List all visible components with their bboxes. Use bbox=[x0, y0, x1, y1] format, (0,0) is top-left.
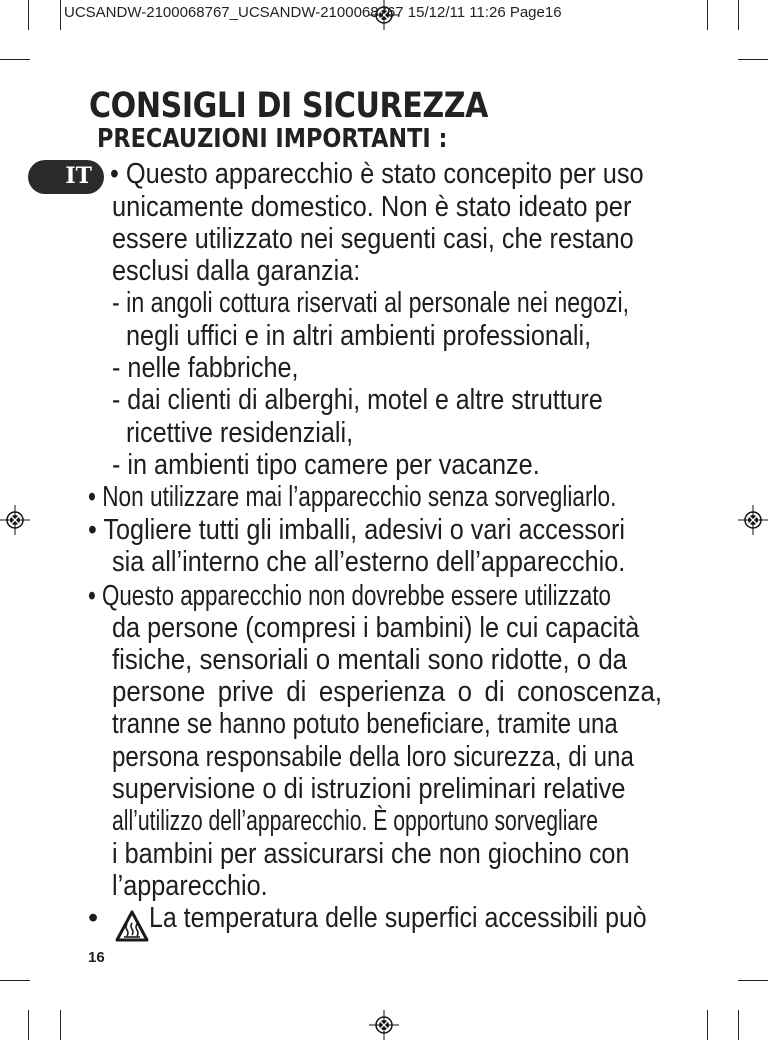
body-line: - in ambienti tipo camere per vacanze. bbox=[112, 449, 540, 481]
body-line: - in angoli cottura riservati al personale nei negozi, bbox=[112, 287, 630, 319]
body-line: da persone (compresi i bambini) le cui capacità bbox=[112, 612, 640, 644]
body-line: tranne se hanno potuto beneficiare, tramite una bbox=[112, 708, 618, 740]
crop-mark bbox=[707, 0, 708, 30]
crop-mark bbox=[0, 59, 30, 60]
body-line: fisiche, sensoriali o mentali sono ridotte, o da bbox=[112, 644, 628, 676]
crop-mark bbox=[60, 1010, 61, 1040]
body-line: all’utilizzo dell’apparecchio. È opportuno sorvegliare bbox=[112, 805, 599, 837]
crop-mark bbox=[738, 0, 739, 30]
body-line: ricettive residenziali, bbox=[126, 417, 354, 449]
page-number: 16 bbox=[88, 949, 105, 966]
crop-mark bbox=[0, 980, 30, 981]
section-subtitle: PRECAUZIONI IMPORTANTI : bbox=[97, 124, 448, 154]
body-line: • Questo apparecchio non dovrebbe essere utilizzato bbox=[88, 580, 611, 612]
body-line: • Togliere tutti gli imballi, adesivi o vari accessori bbox=[88, 514, 626, 546]
registration-mark-icon bbox=[369, 1010, 399, 1040]
body-line: i bambini per assicurarsi che non giochino con bbox=[112, 838, 630, 870]
body-line: essere utilizzato nei seguenti casi, che restano bbox=[112, 223, 634, 255]
body-line: persone prive di esperienza o di conoscenza, bbox=[112, 676, 662, 708]
body-line: • Non utilizzare mai l’apparecchio senza sorvegliarlo. bbox=[88, 481, 617, 513]
body-line: • bbox=[88, 902, 99, 934]
body-line: l’apparecchio. bbox=[112, 870, 268, 902]
body-line: persona responsabile della loro sicurezza, di una bbox=[112, 741, 634, 773]
body-line: esclusi dalla garanzia: bbox=[112, 255, 361, 287]
crop-mark bbox=[28, 0, 29, 30]
print-slug-header: UCSANDW-2100068767_UCSANDW-2100068767 15/12/11 11:26 Page16 bbox=[64, 4, 562, 21]
registration-mark-icon bbox=[0, 505, 30, 535]
language-tab bbox=[28, 160, 104, 194]
body-line: negli uffici e in altri ambienti professionali, bbox=[126, 320, 592, 352]
body-line: supervisione o di istruzioni preliminari relative bbox=[112, 773, 626, 805]
body-line: unicamente domestico. Non è stato ideato per bbox=[112, 191, 632, 223]
crop-mark bbox=[60, 0, 61, 30]
hot-surface-warning-icon bbox=[115, 910, 149, 942]
crop-mark bbox=[738, 59, 768, 60]
crop-mark bbox=[707, 1010, 708, 1040]
crop-mark bbox=[738, 980, 768, 981]
body-line: - nelle fabbriche, bbox=[112, 352, 299, 384]
crop-mark bbox=[738, 1010, 739, 1040]
page-title: CONSIGLI DI SICUREZZA bbox=[89, 86, 489, 126]
body-line: sia all’interno che all’esterno dell’apparecchio. bbox=[112, 546, 626, 578]
body-line: - dai clienti di alberghi, motel e altre strutture bbox=[112, 384, 603, 416]
language-tab-label: IT bbox=[65, 163, 92, 189]
registration-mark-icon bbox=[738, 505, 768, 535]
body-line: La temperatura delle superfici accessibili può bbox=[149, 902, 647, 934]
crop-mark bbox=[28, 1010, 29, 1040]
body-line: • Questo apparecchio è stato concepito per uso bbox=[110, 158, 644, 190]
